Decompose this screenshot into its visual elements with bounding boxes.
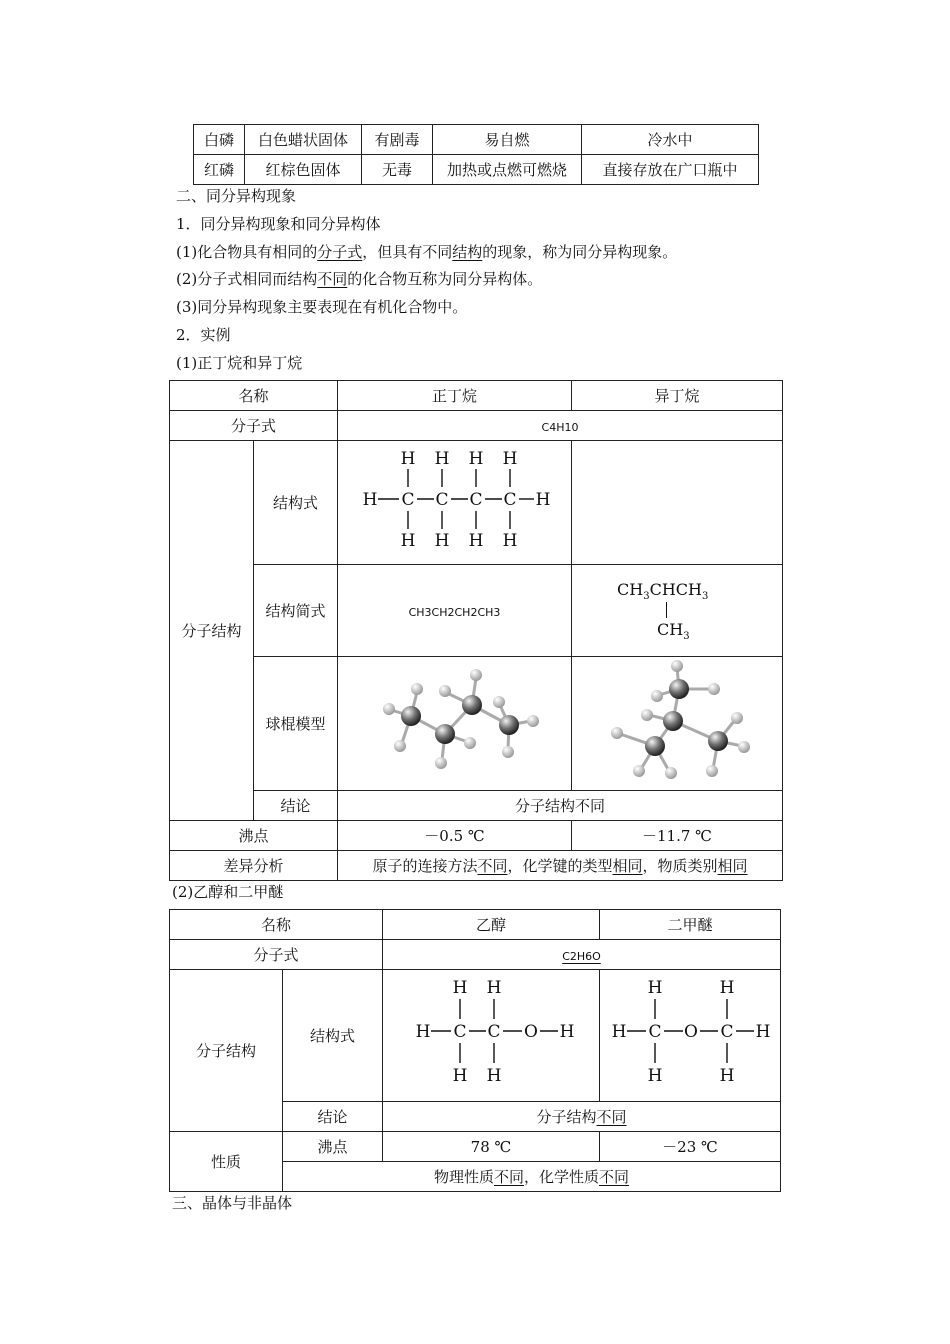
- paragraph: (1)正丁烷和异丁烷: [176, 354, 303, 372]
- svg-text:H: H: [434, 530, 449, 551]
- text: 相同: [717, 857, 748, 875]
- svg-text:H: H: [502, 448, 517, 469]
- cell: 二甲醚: [600, 910, 781, 940]
- cell: [338, 565, 572, 657]
- cell: [572, 441, 783, 565]
- cell: [383, 1102, 781, 1132]
- paragraph: [176, 241, 677, 262]
- cell: －11.7 ℃: [572, 821, 783, 851]
- svg-text:O: O: [524, 1022, 538, 1042]
- svg-text:H: H: [755, 1022, 771, 1042]
- cell: 加热或点燃可燃烧: [433, 155, 582, 185]
- svg-text:H: H: [468, 448, 483, 469]
- isobutane-condensed-formula: [607, 576, 747, 646]
- cell: 结论: [254, 791, 338, 821]
- svg-text:H: H: [362, 489, 377, 510]
- butane-table: [169, 380, 783, 881]
- ethanol-structural-formula: [386, 971, 596, 1096]
- text: 结构: [452, 243, 483, 261]
- formula: C2H6O: [562, 949, 601, 963]
- svg-text:H: H: [452, 978, 468, 998]
- text: 的化合物互称为同分异构体。: [347, 270, 543, 288]
- ethanol-table: [169, 909, 781, 1192]
- svg-text:H: H: [486, 1066, 502, 1086]
- cell: 分子结构: [170, 441, 254, 821]
- cell: 无毒: [362, 155, 433, 185]
- subheading: 1．同分异构现象和同分异构体: [176, 215, 381, 233]
- svg-text:C: C: [487, 1022, 501, 1042]
- cell: 结论: [283, 1102, 383, 1132]
- paragraph: [176, 268, 542, 289]
- cell: [338, 411, 783, 441]
- cell: 分子结构: [170, 970, 283, 1132]
- cell: 名称: [170, 910, 383, 940]
- text: 原子的连接方法: [372, 857, 478, 875]
- svg-text:H: H: [400, 530, 415, 551]
- text: CHCH: [649, 579, 702, 599]
- text: 3: [683, 630, 690, 642]
- text: 物理性质: [433, 1168, 494, 1186]
- isobutane-ball-stick-model: [575, 659, 780, 784]
- cell: 直接存放在广口瓶中: [582, 155, 759, 185]
- n-butane-structural-formula: [340, 442, 570, 560]
- phosphorus-table: [193, 124, 759, 185]
- svg-text:H: H: [468, 530, 483, 551]
- cell: －0.5 ℃: [338, 821, 572, 851]
- cell: 冷水中: [582, 125, 759, 155]
- cell: 名称: [170, 381, 338, 411]
- text: CH: [657, 619, 684, 639]
- condensed-formula: CH3CH2CH2CH3: [408, 605, 501, 619]
- svg-text:H: H: [719, 1066, 735, 1086]
- svg-text:H: H: [434, 448, 449, 469]
- cell: [600, 970, 781, 1102]
- cell: 有剧毒: [362, 125, 433, 155]
- cell: 分子式: [170, 411, 338, 441]
- svg-text:C: C: [468, 489, 483, 510]
- section-heading: 二、同分异构现象: [176, 187, 297, 205]
- cell: 差异分析: [170, 851, 338, 881]
- svg-text:H: H: [502, 530, 517, 551]
- svg-text:C: C: [453, 1022, 467, 1042]
- cell: 白色蜡状固体: [245, 125, 362, 155]
- subheading: 2．实例: [176, 326, 231, 344]
- cell: 球棍模型: [254, 657, 338, 791]
- cell: [283, 1162, 781, 1192]
- text: ，化学键的类型: [507, 857, 613, 875]
- cell: 乙醇: [383, 910, 600, 940]
- cell: 结构式: [254, 441, 338, 565]
- svg-text:H: H: [486, 978, 502, 998]
- svg-text:H: H: [611, 1022, 627, 1042]
- svg-text:H: H: [647, 1066, 663, 1086]
- svg-text:H: H: [452, 1066, 468, 1086]
- text: 的现象，称为同分异构现象。: [482, 243, 678, 261]
- text: ，物质类别: [642, 857, 718, 875]
- cell: 白磷: [194, 125, 245, 155]
- svg-text:C: C: [720, 1022, 734, 1042]
- dimethyl-ether-structural-formula: [601, 971, 779, 1096]
- text: 不同: [599, 1168, 630, 1186]
- svg-text:H: H: [719, 978, 735, 998]
- cell: 红磷: [194, 155, 245, 185]
- svg-text:O: O: [684, 1022, 698, 1042]
- cell: [338, 657, 572, 791]
- text: 相同: [612, 857, 643, 875]
- text: 3: [643, 590, 650, 602]
- cell: －23 ℃: [600, 1132, 781, 1162]
- svg-text:H: H: [415, 1022, 431, 1042]
- text: ，但具有不同: [362, 243, 453, 261]
- cell: 沸点: [283, 1132, 383, 1162]
- cell: [572, 657, 783, 791]
- cell: 易自燃: [433, 125, 582, 155]
- svg-text:H: H: [559, 1022, 575, 1042]
- text: (1)化合物具有相同的: [176, 243, 318, 261]
- cell: 结构简式: [254, 565, 338, 657]
- bond-line: [666, 602, 667, 618]
- svg-text:H: H: [647, 978, 663, 998]
- text: 3: [701, 590, 709, 602]
- text: CH: [617, 579, 644, 599]
- paragraph: (3)同分异构现象主要表现在有机化合物中。: [176, 298, 468, 316]
- cell: 分子式: [170, 940, 383, 970]
- text: 不同: [317, 270, 348, 288]
- svg-text:C: C: [400, 489, 415, 510]
- cell: 正丁烷: [338, 381, 572, 411]
- cell: [338, 441, 572, 565]
- cell: 异丁烷: [572, 381, 783, 411]
- svg-text:C: C: [434, 489, 449, 510]
- cell: 78 ℃: [383, 1132, 600, 1162]
- text: 不同: [477, 857, 508, 875]
- svg-text:H: H: [400, 448, 415, 469]
- cell: 结构式: [283, 970, 383, 1102]
- cell: [572, 565, 783, 657]
- svg-text:C: C: [502, 489, 517, 510]
- svg-text:C: C: [648, 1022, 662, 1042]
- n-butane-ball-stick-model: [345, 659, 565, 784]
- text: (2)分子式相同而结构: [176, 270, 318, 288]
- text: 不同: [596, 1108, 627, 1126]
- text: 不同: [493, 1168, 524, 1186]
- cell: [383, 940, 781, 970]
- cell: [338, 851, 783, 881]
- text: ，化学性质: [524, 1168, 600, 1186]
- formula: C4H10: [541, 420, 579, 434]
- cell: 红棕色固体: [245, 155, 362, 185]
- text: 分子式: [317, 243, 363, 261]
- cell: 分子结构不同: [338, 791, 783, 821]
- cell: 性质: [170, 1132, 283, 1192]
- paragraph: (2)乙醇和二甲醚: [172, 883, 284, 901]
- svg-text:H: H: [535, 489, 550, 510]
- cell: 沸点: [170, 821, 338, 851]
- section-heading: 三、晶体与非晶体: [172, 1194, 293, 1212]
- cell: [383, 970, 600, 1102]
- text: 分子结构: [536, 1108, 597, 1126]
